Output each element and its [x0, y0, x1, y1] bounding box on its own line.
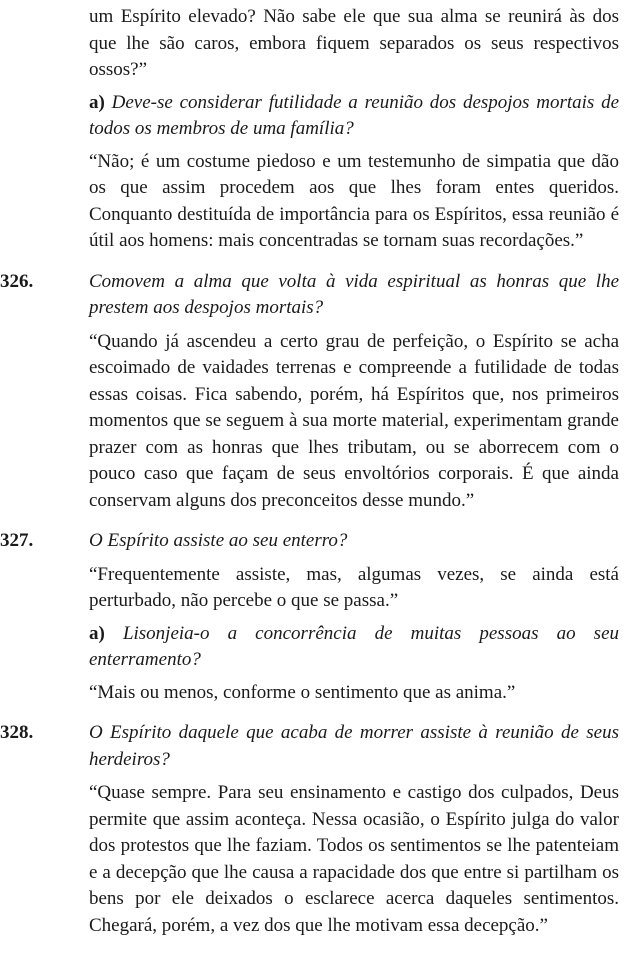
question-text: Comovem a alma que volta à vida espiritual as honras que lhe prestem aos despojos mortais? — [89, 270, 619, 318]
question-item — [0, 269, 619, 515]
question-number: 328. — [0, 722, 34, 743]
sub-answer: “Não; é um costume piedoso e um testemunho de simpatia que dão os que assim procedem aos que lhes foram entes queridos. Conquanto destituída de importância para os Espíritos, essa reunião é útil aos homens: mais concentradas se tornam suas recordações.” — [89, 150, 619, 251]
question-number: 326. — [0, 270, 34, 292]
answer-text: “Frequentemente assiste, mas, algumas vezes, se ainda está perturbado, não percebe o que se passa.” — [89, 563, 619, 611]
sub-answer: “Mais ou menos, conforme o sentimento que as anima.” — [89, 681, 516, 703]
sub-question — [89, 621, 619, 674]
sub-question-text: Deve-se considerar futilidade a reunião dos despojos mortais de todos os membros de uma família? — [89, 91, 620, 139]
question-text: O Espírito assiste ao seu enterro? — [89, 530, 348, 551]
question-number: 327. — [0, 530, 34, 551]
question-item — [0, 720, 619, 939]
intro-block — [89, 4, 619, 255]
answer-text: “Quase sempre. Para seu ensinamento e castigo dos culpados, Deus permite que assim aconteça. Nessa ocasião, o Espírito julga do valor dos protestos que lhe faziam. Todos os sentimentos se lhe patenteiam e a decepção que lhe causa a rapacidade dos que entre si partilham os bens por ele deixados o esclarece acerca daqueles sentimentos. Chegará, porém, a vez dos que lhe motivam essa decepção.” — [89, 782, 619, 936]
answer-text: “Quando já ascendeu a certo grau de perfeição, o Espírito se acha escoimado de vaidades terrenas e compreende a futilidade de todas essas coisas. Fica sabendo, porém, há Espíritos que, nos primeiros momentos que se seguem à sua morte material, experimentam grande prazer com as honras que lhes tributam, ou se aborrecem com o pouco caso que façam de seus envoltórios corporais. É que ainda conservam alguns dos preconceitos desse mundo.” — [89, 330, 619, 511]
sub-question-marker: a) — [89, 91, 105, 113]
answer-continuation: um Espírito elevado? Não sabe ele que sua alma se reunirá às dos que lhe são caros, embora fiquem separados os seus respectivos ossos?” — [89, 6, 619, 80]
question-item — [0, 528, 620, 706]
question-text: O Espírito daquele que acaba de morrer assiste à reunião de seus herdeiros? — [89, 722, 619, 770]
sub-question — [89, 90, 619, 143]
sub-question-marker: a) — [89, 622, 105, 644]
sub-question-text: Lisonjeia-o a concorrência de muitas pessoas ao seu enterramento? — [89, 622, 620, 670]
